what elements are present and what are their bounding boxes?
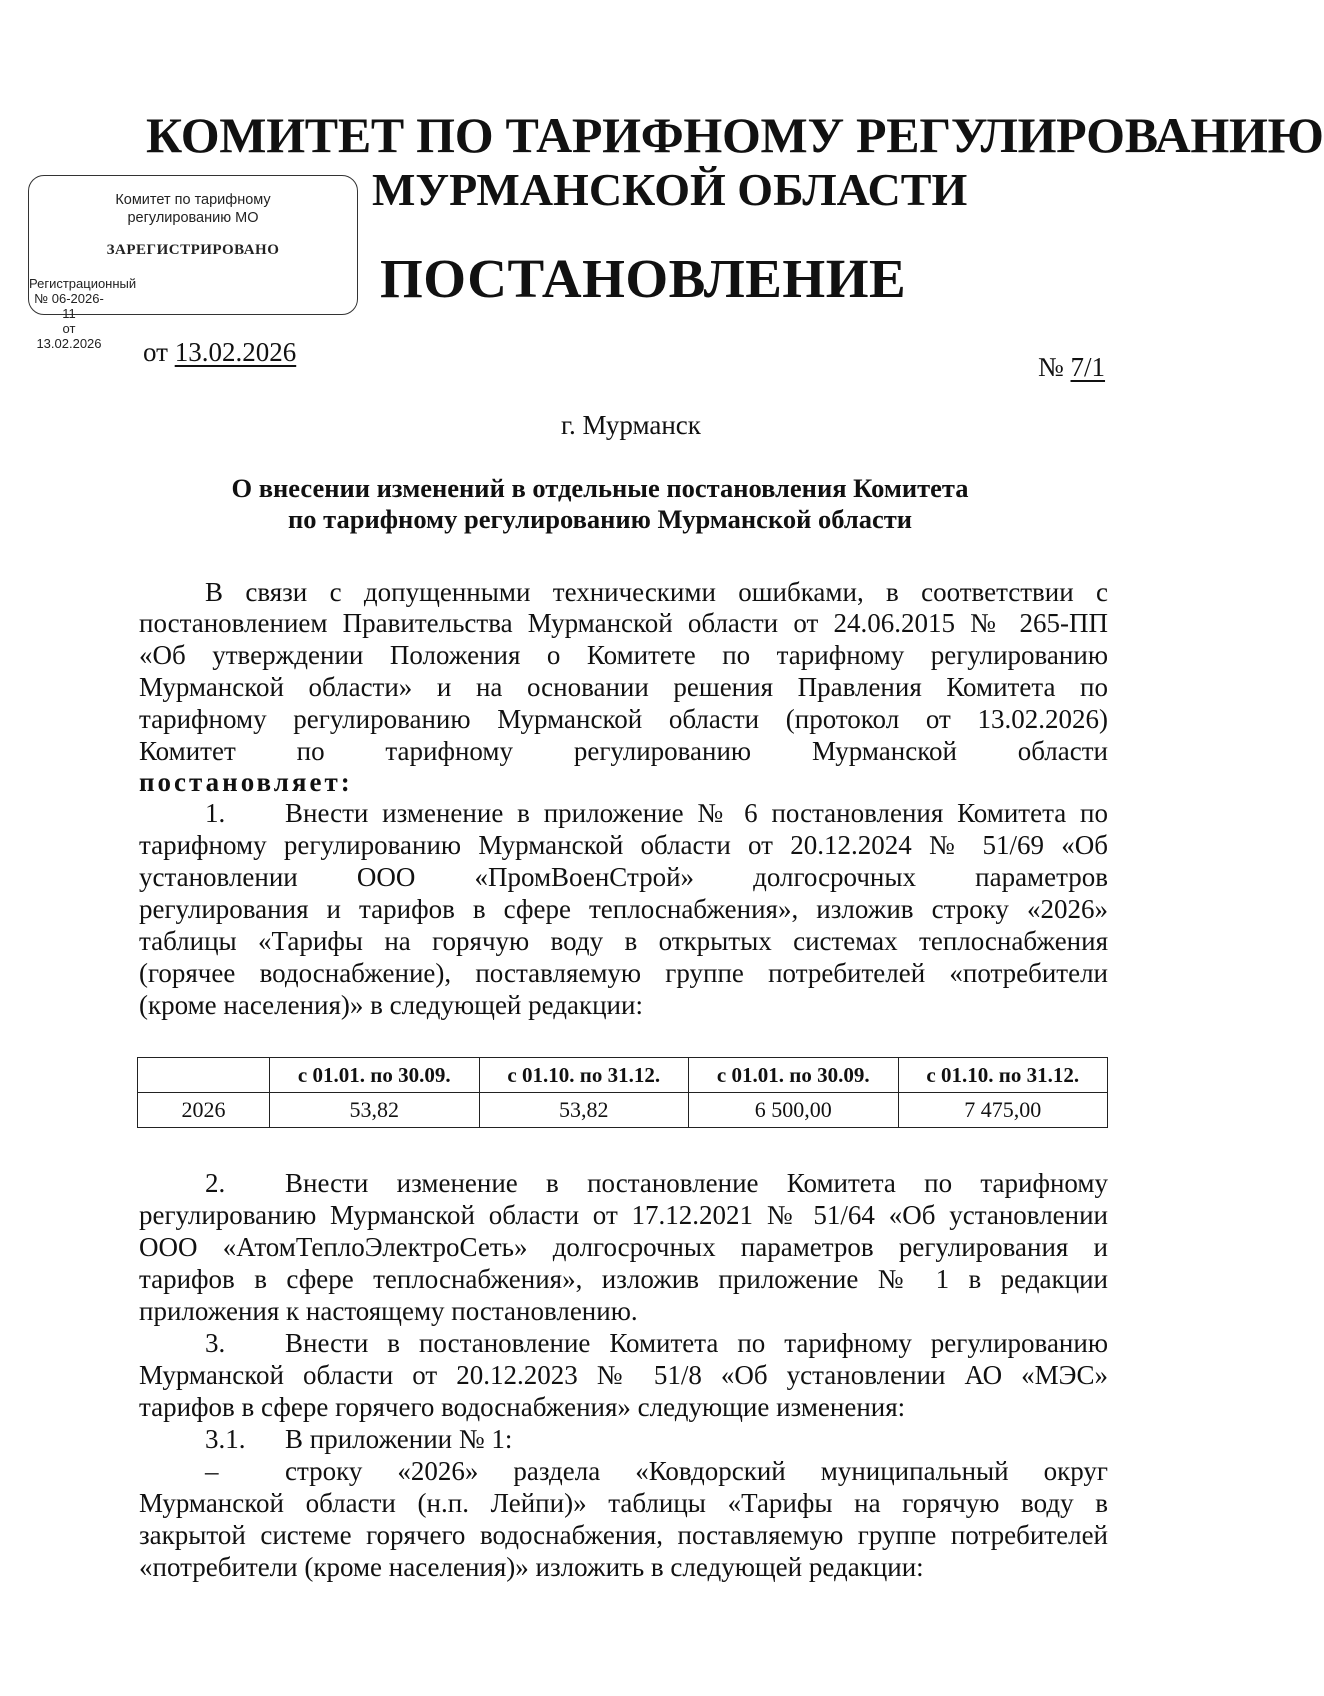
dash-item-first-line — [205, 1456, 1108, 1487]
table-header-cell: с 01.10. по 31.12. — [898, 1058, 1108, 1093]
item-3-first-text: Внести в постановление Комитета по тарифному регулированию — [285, 1328, 1108, 1358]
registration-stamp — [28, 175, 358, 351]
dash-item-first-text: строку «2026» раздела «Ковдорский муниципальный округ — [285, 1456, 1108, 1486]
dash-marker: – — [205, 1456, 219, 1486]
item-2-line: тарифов в сфере теплоснабжения», изложив приложение № 1 в редакции — [139, 1264, 1108, 1294]
preamble-line: Комитет по тарифному регулированию Мурманской области — [139, 736, 1108, 766]
org-title-line-2: МУРМАНСКОЙ ОБЛАСТИ — [372, 164, 968, 215]
stamp-org-line-2: регулированию МО — [127, 210, 259, 226]
item-3-line: Мурманской области от 20.12.2023 № 51/8 «Об установлении АО «МЭС» — [139, 1360, 1108, 1390]
table-cell: 53,82 — [479, 1093, 689, 1128]
item-3-line: тарифов в сфере горячего водоснабжения» следующие изменения: — [139, 1392, 906, 1422]
number-prefix: № — [1038, 352, 1064, 382]
document-title-line-2: по тарифному регулированию Мурманской области — [287, 504, 913, 534]
document-type: ПОСТАНОВЛЕНИЕ — [380, 248, 907, 309]
preamble-line: В связи с допущенными техническими ошибками, в соответствии с — [205, 577, 1108, 607]
stamp-reg-date: от 13.02.2026 — [36, 321, 102, 351]
table-row — [138, 1093, 1108, 1128]
date-prefix: от — [143, 337, 168, 367]
document-number-line — [1038, 352, 1105, 383]
document-date-line — [143, 337, 296, 368]
table-header-cell: с 01.01. по 30.09. — [689, 1058, 899, 1093]
item-1-line: (кроме населения)» в следующей редакции: — [139, 990, 643, 1020]
item-3-first-line — [205, 1328, 1108, 1359]
stamp-status: ЗАРЕГИСТРИРОВАНО — [106, 242, 280, 258]
stamp-reg-number: Регистрационный № 06-2026-11 — [29, 276, 137, 321]
table-cell: 7 475,00 — [898, 1093, 1108, 1128]
table-header-cell — [138, 1058, 270, 1093]
document-city: г. Мурманск — [561, 410, 701, 440]
table-cell: 6 500,00 — [689, 1093, 899, 1128]
item-3-1-text: В приложении № 1: — [285, 1424, 513, 1454]
dash-item-line: закрытой системе горячего водоснабжения, поставляемую группе потребителей — [139, 1520, 1108, 1550]
org-title-line-1: КОМИТЕТ ПО ТАРИФНОМУ РЕГУЛИРОВАНИЮ — [146, 107, 1324, 163]
table-header-cell: с 01.10. по 31.12. — [479, 1058, 689, 1093]
table-cell: 53,82 — [270, 1093, 480, 1128]
document-number: 7/1 — [1070, 352, 1106, 382]
document-title-line-1: О внесении изменений в отдельные постановления Комитета — [231, 473, 969, 503]
item-3-1-line — [205, 1424, 1108, 1455]
item-2-line: ООО «АтомТеплоЭлектроСеть» долгосрочных параметров регулирования и — [139, 1232, 1108, 1262]
item-2-line: приложения к настоящему постановлению. — [139, 1296, 638, 1326]
item-2-first-line — [205, 1168, 1108, 1199]
item-1-line: регулирования и тарифов в сфере теплоснабжения», изложив строку «2026» — [139, 894, 1108, 924]
item-1-line: (горячее водоснабжение), поставляемую группе потребителей «потребители — [139, 958, 1108, 988]
item-2-first-text: Внести изменение в постановление Комитета по тарифному — [285, 1168, 1108, 1198]
item-1-first-text: Внести изменение в приложение № 6 постановления Комитета по — [285, 798, 1108, 828]
item-2-number: 2. — [205, 1168, 226, 1198]
dash-item-line: «потребители (кроме населения)» изложить в следующей редакции: — [139, 1552, 924, 1582]
table-header-cell: с 01.01. по 30.09. — [270, 1058, 480, 1093]
resolves-text: постановляет: — [139, 767, 353, 797]
item-1-line: тарифному регулированию Мурманской области от 20.12.2024 № 51/69 «Об — [139, 830, 1108, 860]
item-3-number: 3. — [205, 1328, 226, 1358]
stamp-org — [29, 191, 357, 227]
item-1-number: 1. — [205, 798, 226, 828]
table-cell-year: 2026 — [138, 1093, 270, 1128]
item-1-line: установлении ООО «ПромВоенСтрой» долгосрочных параметров — [139, 862, 1108, 892]
item-2-line: регулированию Мурманской области от 17.12.2021 № 51/64 «Об установлении — [139, 1200, 1108, 1230]
preamble-line: Мурманской области» и на основании решения Правления Комитета по — [139, 672, 1108, 702]
document-date: 13.02.2026 — [174, 337, 297, 367]
item-1-line: таблицы «Тарифы на горячую воду в открытых системах теплоснабжения — [139, 926, 1108, 956]
preamble-line: тарифному регулированию Мурманской области (протокол от 13.02.2026) — [139, 704, 1108, 734]
resolves-word — [139, 767, 1108, 798]
item-3-1-number: 3.1. — [205, 1424, 246, 1454]
tariff-table — [137, 1057, 1108, 1128]
stamp-org-line-1: Комитет по тарифному — [115, 192, 271, 208]
item-1-first-line — [205, 798, 1108, 829]
preamble-line: «Об утверждении Положения о Комитете по тарифному регулированию — [139, 640, 1108, 670]
stamp-reg-info — [29, 276, 137, 351]
table-header-row — [138, 1058, 1108, 1093]
dash-item-line: Мурманской области (н.п. Лейпи)» таблицы «Тарифы на горячую воду в — [139, 1488, 1108, 1518]
preamble-line: постановлением Правительства Мурманской области от 24.06.2015 № 265-ПП — [139, 608, 1108, 638]
